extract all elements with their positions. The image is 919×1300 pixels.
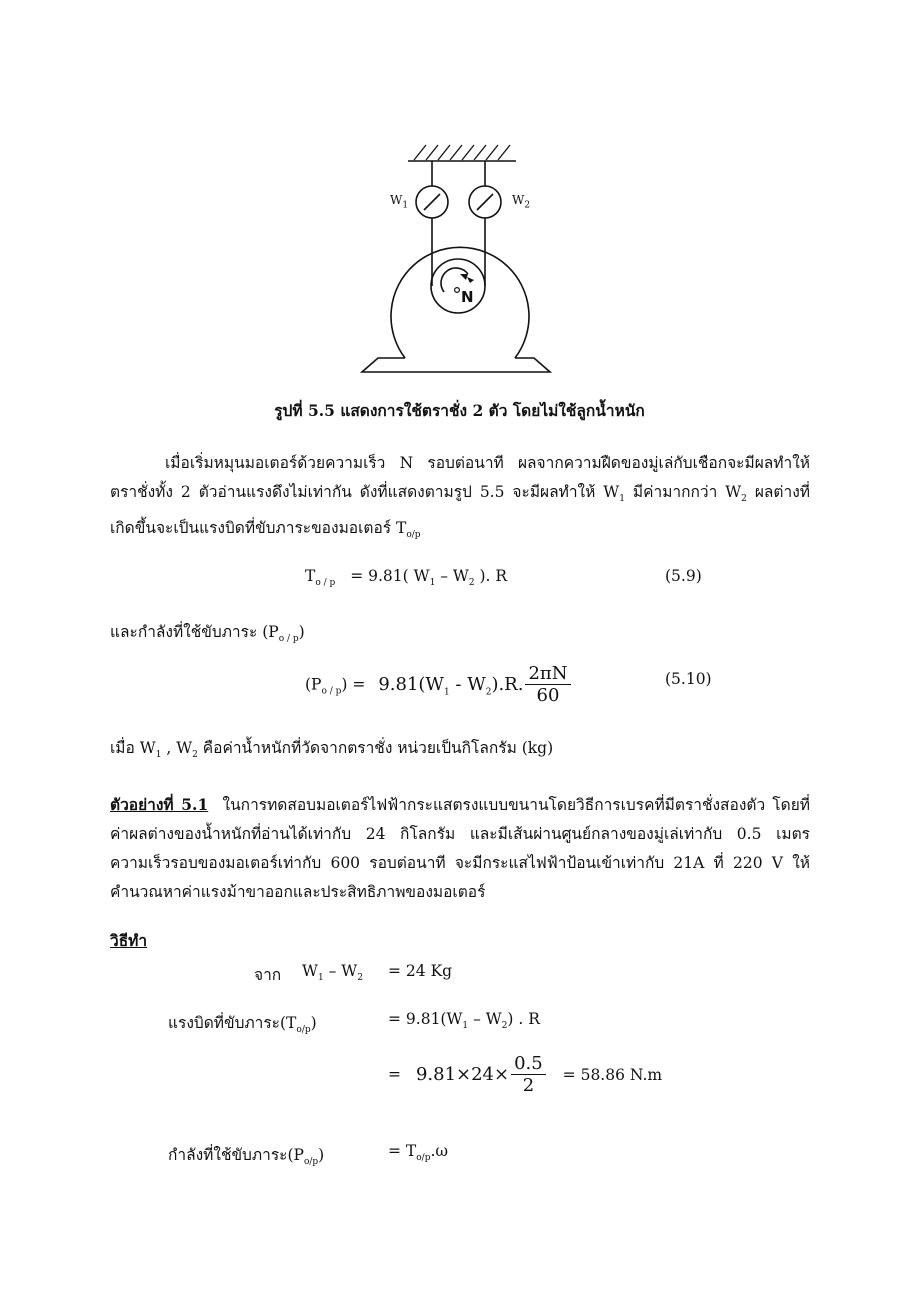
step3: = 9.81×24× $\frac{0.5}{2}$ = 58.86 N.m: [388, 1053, 663, 1096]
step1-lhs: $W_1 - W_2$: [302, 962, 363, 984]
ceiling-hatch: [414, 145, 510, 160]
example-paragraph: ตัวอย่างที่ 5.1 ในการทดสอบมอเตอร์ไฟฟ้ากระแสตรงแบบขนานโดยวิธีการเบรคที่มีตราชั่งสองตัว โดยที่ ค่าผลต่างของน้ำหนักที่อ่านได้เท่ากับ 24 กิโลกรัม และมีเส้นผ่านศูนย์กลางของมู่เล่เท่ากับ 0.5 เมตร ความเร็วรอบของมอเตอร์เท่ากับ 600 รอบต่อนาที จะมีกระแสไฟฟ้าป้อนเข้าเท่ากับ 21A ที่ 220 V ให้ คำนวณหาค่าแรงม้าขาออกและประสิทธิภาพของมอเตอร์: [110, 795, 810, 901]
motor-body: [391, 247, 529, 358]
step2-rhs: = $9.81(W_1 - W_2)$ . R: [388, 1010, 540, 1032]
dynamometer-figure: [350, 140, 560, 380]
step4-rhs: = $T_{o/p}.\omega$: [388, 1142, 449, 1164]
step1-rhs: = 24 Kg: [388, 962, 453, 980]
power-intro: และกำลังที่ใช้ขับภาระ $(P_{o / p})$: [110, 623, 305, 645]
equation-5-9: $T_{o / p} = 9.81$( $W_1 - W_2$ ). R: [305, 567, 508, 589]
equation-5-9-number: (5.9): [665, 567, 702, 585]
step4-label: กำลังที่ใช้ขับภาระ$(P_{o/p})$: [168, 1146, 325, 1168]
where-note: เมื่อ $W_1$ , $W_2$ คือค่าน้ำหนักที่วัดจากตราชั่ง หน่วยเป็นกิโลกรัม (kg): [110, 739, 554, 761]
n-label: N: [461, 288, 474, 306]
step2-label: แรงบิดที่ขับภาระ$(T_{o/p})$: [168, 1014, 317, 1036]
w2-label: $W_2$: [512, 193, 531, 211]
intro-paragraph: เมื่อเริ่มหมุนมอเตอร์ด้วยความเร็ว N รอบต่อนาที ผลจากความฝืดของมู่เล่กับเชือกจะมีผลทำให้ ตราชั่งทั้ง 2 ตัวอ่านแรงดึงไม่เท่ากัน ดังที่แสดงตามรูป 5.5 จะมีผลทำให้ $W_1$ มีค่ามากกว่า $W_2$ ผลต่างที่ เกิดขึ้นจะเป็นแรงบิดที่ขับภาระของมอเตอร์ $T_{o/p}$: [110, 454, 810, 541]
equation-5-10: $(P_{o / p}) = 9.81(W_1 - W_2).R$. $\frac{2\pi N}{60}$: [305, 664, 573, 707]
step1-label: จาก: [254, 966, 282, 984]
w1-label: $W_1$: [390, 193, 409, 211]
motor-base: [362, 358, 550, 372]
pulley: [431, 259, 485, 313]
equation-5-10-number: (5.10): [665, 670, 712, 688]
solution-heading: วิธีทำ: [110, 931, 148, 950]
figure-caption: รูปที่ 5.5 แสดงการใช้ตราชั่ง 2 ตัว โดยไม่ใช้ลูกน้ำหนัก: [274, 401, 645, 420]
